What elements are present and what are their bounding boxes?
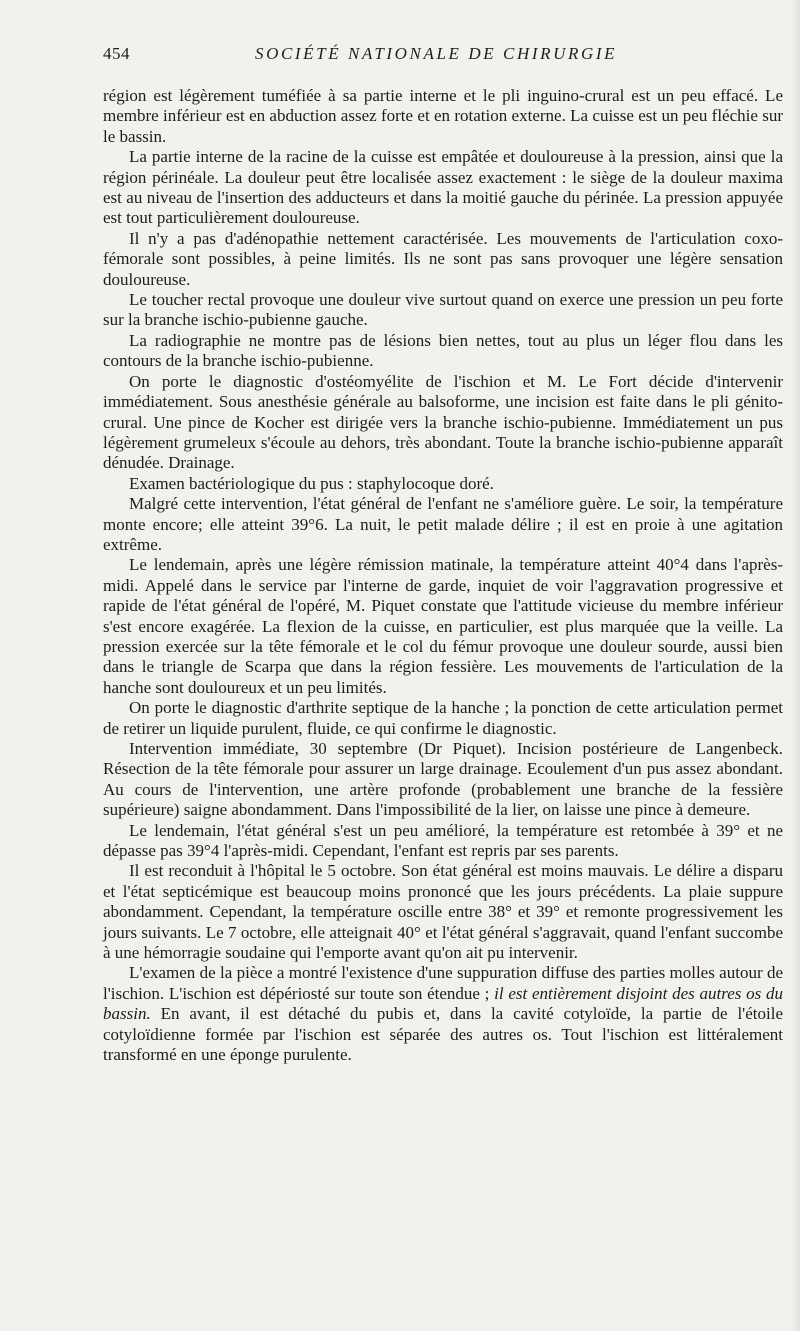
paragraph: Le toucher rectal provoque une douleur vive surtout quand on exerce une pression un peu forte sur la branche ischio-pubienne gauche. bbox=[103, 290, 783, 330]
paragraph: Intervention immédiate, 30 septembre (Dr Piquet). Incision postérieure de Langenbeck. Résection de la tête fémorale pour assurer un large drainage. Ecoulement d'un pus assez abondant. Au cours de l'intervention, une artère profonde (probablement une branche de la fessière supérieure) saigne abondamment. Dans l'impossibilité de la lier, on laisse une pince à demeure. bbox=[103, 739, 783, 820]
final-paragraph bbox=[103, 963, 783, 1065]
paragraph: région est légèrement tuméfiée à sa partie interne et le pli inguino-crural est un peu effacé. Le membre inférieur est en abduction assez forte et en rotation externe. La cuisse est un peu fléchie sur le bassin. bbox=[103, 86, 783, 146]
final-paragraph-text: L'examen de la pièce a montré l'existence d'une suppuration diffuse des parties molles autour de l'ischion. L'ischion est dépériosté sur toute son étendue ; bbox=[103, 963, 783, 1003]
paragraph: On porte le diagnostic d'arthrite septique de la hanche ; la ponction de cette articulation permet de retirer un liquide purulent, fluide, ce qui confirme le diagnostic. bbox=[103, 698, 783, 738]
page-header bbox=[103, 44, 783, 66]
body-text bbox=[103, 86, 783, 1066]
paragraph: Il est reconduit à l'hôpital le 5 octobre. Son état général est moins mauvais. Le délire a disparu et l'état septicémique est beaucoup moins prononcé que les jours précédents. La plaie suppure abondamment. Cependant, la température oscille entre 38° et 39° et remonte progressivement les jours suivants. Le 7 octobre, elle atteignait 40° et l'état général s'aggravait, quand l'enfant succombe à une hémorragie soudaine qui l'emporte avant qu'on ait pu intervenir. bbox=[103, 861, 783, 963]
page-number: 454 bbox=[103, 44, 130, 63]
final-paragraph-text: En avant, il est détaché du pubis et, dans la cavité cotyloïde, la partie de l'étoile cotyloïdienne formée par l'ischion est séparée des autres os. Tout l'ischion est littéralement transformé en une éponge purulente. bbox=[103, 1004, 784, 1065]
paragraph: La partie interne de la racine de la cuisse est empâtée et douloureuse à la pression, ainsi que la région périnéale. La douleur peut être localisée assez exactement : le siège de la douleur maxima est au niveau de l'insertion des adducteurs et dans la moitié gauche du périnée. La pression appuyée est tout particulièrement douloureuse. bbox=[103, 147, 783, 228]
paragraph: Le lendemain, après une légère rémission matinale, la température atteint 40°4 dans l'après-midi. Appelé dans le service par l'interne de garde, inquiet de voir l'aggravation progressive et rapide de l'état général de l'opéré, M. Piquet constate que l'attitude vicieuse du membre inférieur s'est encore exagérée. La flexion de la cuisse, en particulier, est plus marquée que la veille. La pression exercée sur la tête fémorale et le col du fémur provoque une douleur sourde, aussi bien dans le triangle de Scarpa que dans la région fessière. Les mouvements de l'articulation de la hanche sont douloureux et un peu limités. bbox=[103, 555, 783, 697]
running-title: SOCIÉTÉ NATIONALE DE CHIRURGIE bbox=[255, 44, 618, 63]
paragraph: La radiographie ne montre pas de lésions bien nettes, tout au plus un léger flou dans les contours de la branche ischio-pubienne. bbox=[103, 330, 783, 371]
paragraph: Il n'y a pas d'adénopathie nettement caractérisée. Les mouvements de l'articulation coxo-fémorale sont possibles, à peine limités. Ils ne sont pas sans provoquer une légère sensation douloureuse. bbox=[103, 228, 783, 289]
paragraph: Malgré cette intervention, l'état général de l'enfant ne s'améliore guère. Le soir, la température monte encore; elle atteint 39°6. La nuit, le petit malade délire ; il est en proie à une agitation extrême. bbox=[103, 494, 783, 554]
italic-emphasis: il est entièrement disjoint des autres os du bassin. bbox=[103, 983, 783, 1024]
paragraph: Le lendemain, l'état général s'est un peu amélioré, la température est retombée à 39° et ne dépasse pas 39°4 l'après-midi. Cependant, l'enfant est repris par ses parents. bbox=[103, 820, 783, 861]
paragraph: Examen bactériologique du pus : staphylocoque doré. bbox=[129, 473, 494, 493]
paragraph: On porte le diagnostic d'ostéomyélite de l'ischion et M. Le Fort décide d'intervenir immédiatement. Sous anesthésie générale au balsoforme, une incision est faite dans le pli génito-crural. Une pince de Kocher est dirigée vers la branche ischio-pubienne. Immédiatement un pus légèrement grumeleux s'écoule au dehors, très abondant. Toute la branche ischio-pubienne apparaît dénudée. Drainage. bbox=[103, 371, 783, 473]
